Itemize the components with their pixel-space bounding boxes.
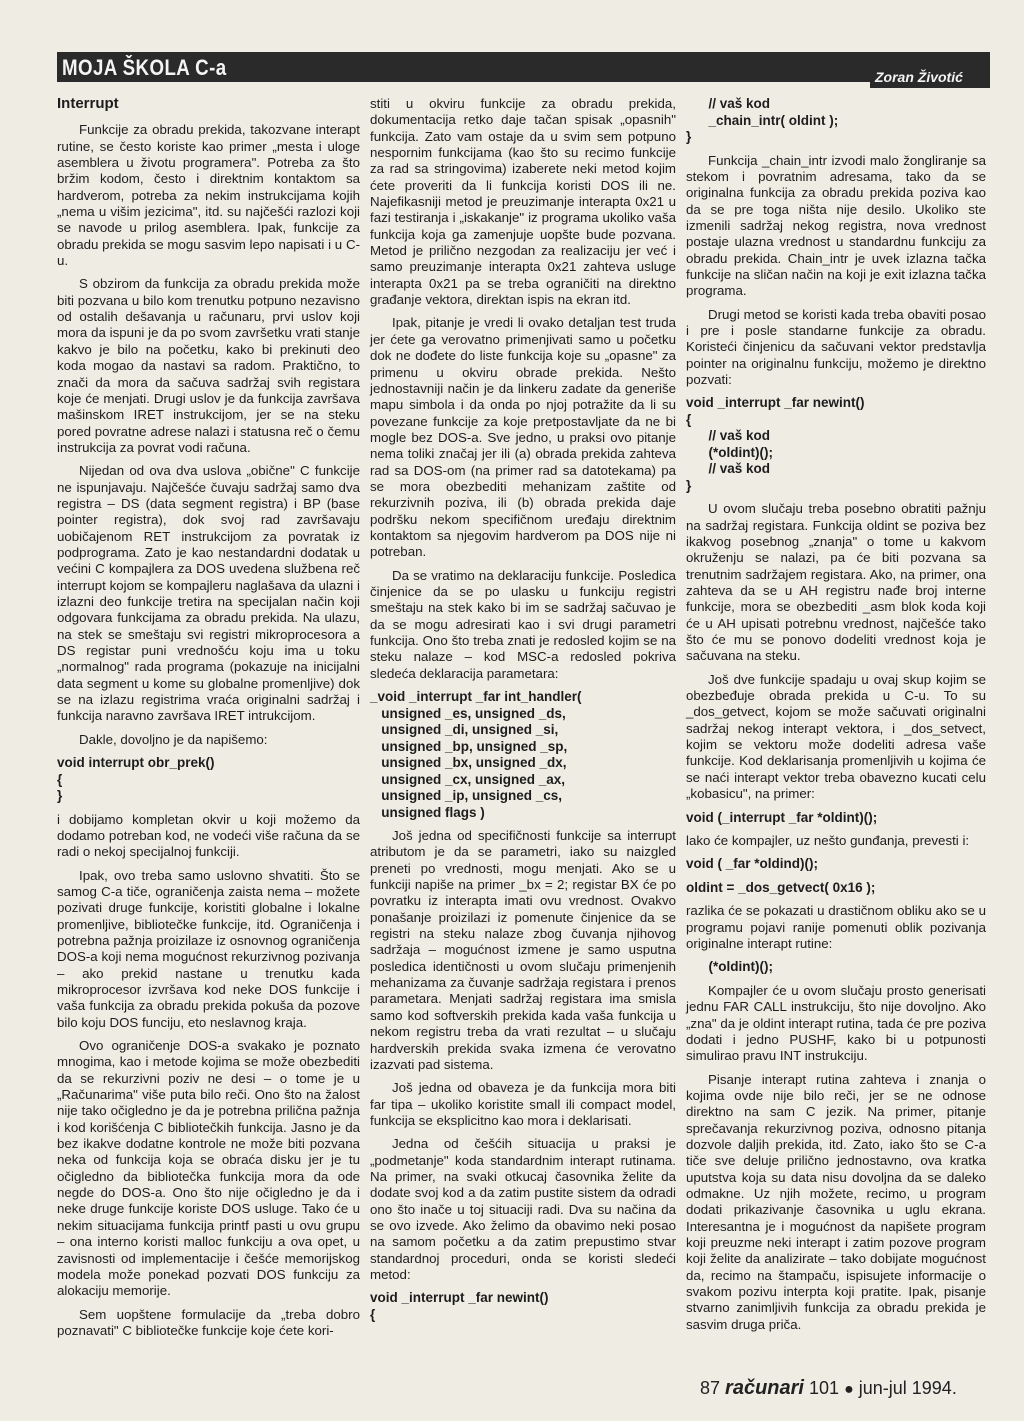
paragraph: Da se vratimo na deklaraciju funkcije. Posledica činjenice da se po ulasku u funkciju registri smeštaju na stek kako bi im se sadržaj sačuvao je da se mogu adresirati kao i svi drugi parametri funkcija. Ono što treba znati je redosled kojim se na steku nalaze – kod MSC-a redosled pokriva sledeća deklaracija parametara: <box>370 567 676 681</box>
code-block: void _interrupt _far newint() { // vaš kod (*oldint)(); // vaš kod } <box>686 395 865 493</box>
paragraph: i dobijamo kompletan okvir u koji možemo da dodamo potreban kod, ne vodeći više računa da se radi o nekoj specijalnoj funkciji. <box>57 811 360 860</box>
paragraph: S obzirom da funkcija za obradu prekida može biti pozvana u bilo kom trenutku potpuno nezavisno od ostalih dešavanja u računaru, prvi uslov koji mora da ispuni je da po svom završetku vrati stanje kakvo je bilo na početku, kako bi prekinuti deo koda mogao da nastavi sa radom. Praktično, to znači da mora da sačuva sadržaj svih registara koje će menjati. Drugi uslov je da funkcija završava mašinskom IRET instrukcijom, jer se na steku pored povratne adrese nalazi i statusna reč o čemu instrukcija za povrat vodi računa. <box>57 276 360 455</box>
paragraph: Funkcija _chain_intr izvodi malo žongliranje sa stekom i povratnim adresama, tako da se originalna funkcija za obradu prekida poziva kao da se pre toga ništa nije desilo. Ukoliko ste izmenili sadržaj nekog registra, nova vrednost postaje ulazna vrednost u standardnu funkciju za obradu prekida. Chain_intr je uvek izlazna tačka funkcije na sličan način na koji je exit izlazna tačka programa. <box>686 152 986 299</box>
section-title: MOJA ŠKOLA C-a <box>62 55 227 80</box>
bullet-separator: ● <box>844 1381 854 1398</box>
paragraph: Još dve funkcije spadaju u ovaj skup kojim se obezbeđuje obrada prekida u C-u. To su _dos_getvect, kojom se može sačuvati originalni sadržaj nekog interapt vektora, i _dos_setvect, kojim se vektoru može dodeliti adresa vaše funkcije. Kod deklarisanja promenljivih u kojima će se naći interapt vektor treba obavezno kucati celu „kobasicu", na primer: <box>686 671 986 802</box>
code-block: (*oldint)(); <box>686 959 773 975</box>
paragraph: Kompajler će u ovom slučaju prosto generisati jednu FAR CALL instrukciju, što nije dovoljno. Ako „zna" da je oldint interapt rutina, tada će pre poziva dodati i jedno PUSHF, kako bi u potpunosti simulirao pravu INT instrukciju. <box>686 982 986 1064</box>
column-2 <box>370 96 676 1330</box>
code-block: _void _interrupt _far int_handler( unsigned _es, unsigned _ds, unsigned _di, unsigned _si, unsigned _bp, unsigned _sp, unsigned _bx, unsigned _dx, unsigned _cx, unsigned _ax, unsigned _ip, unsigned _cs, unsigned flags ) <box>370 689 582 820</box>
paragraph: Sem uopštene formulacije da „treba dobro poznavati" C bibliotečke funkcije koje ćete kori- <box>57 1306 360 1338</box>
code-block: oldint = _dos_getvect( 0x16 ); <box>686 879 876 895</box>
code-block: // vaš kod _chain_intr( oldint ); } <box>686 96 839 144</box>
paragraph: Još jedna od obaveza je da funkcija mora biti far tipa – ukoliko koristite small ili compact model, funkcija se eksplicitno kao mora i deklarisati. <box>370 1080 676 1128</box>
magazine-logo: računari <box>725 1377 804 1399</box>
code-block: void interrupt obr_prek() { } <box>57 755 215 804</box>
issue-date: jun-jul 1994. <box>858 1378 957 1398</box>
paragraph: Još jedna od specifičnosti funkcije sa interrupt atributom je da se parametri, iako su naizgled preneti po vrednosti, mogu menjati. Ako se u funkciji napiše na primer _bx = 2; registar BX će po povratku iz interapta imati ovu vrednost. Ovakvo ponašanje proizilazi iz pomenute činjenice da se registri na steku nalaze zbog čuvanja njihovog sadržaja – mogućnost izmene je samo usputna posledica identičnosti u ovom slučaju primenjenih mehanizama za čuvanje sadržaja registara i prenos parametara. Menjati sadržaj registara ima smisla samo kod softverskih prekida kada vaša funkcija u nekom registru treba da vrati rezultat – u slučaju hardverskih prekida svaka izmena će verovatno izazvati pad sistema. <box>370 828 676 1072</box>
paragraph: Jedna od češćih situacija u praksi je „podmetanje" koda standardnim interapt rutinama. Na primer, na svaki otkucaj časovnika želite da dodate svoj kod a da zatim pustite sistem da odradi ono što inače u toj situaciji radi. Dva su načina da se ovo izvede. Ako želimo da obavimo neki posao na samom početku a da zatim prepustimo stvar standardnoj proceduri, onda se koristi sledeći metod: <box>370 1136 676 1282</box>
paragraph: U ovom slučaju treba posebno obratiti pažnju na sadržaj registara. Funkcija oldint se poziva bez ikakvog posebnog „znanja" o tome u kakvom okruženju se nalazi, pa će biti pozvana sa trenutnim sadržajem registara. Ako, na primer, ona zahteva da se u AH registru nađe broj interne funkcije, mora se obezbediti _asm blok koda koji će u AH upisati potrebnu vrednost, najčešće tako što će mu se ponovo dodeliti vrednost koja je sačuvana na steku. <box>686 501 986 664</box>
code-block: void ( _far *oldind)(); <box>686 856 818 872</box>
paragraph: Drugi metod se koristi kada treba obaviti posao i pre i posle standarne funkcije za obradu. Koristeći činjenicu da sačuvani vektor predstavlja pointer na originalnu funkciju, možemo je direktno pozvati: <box>686 306 986 387</box>
page-number: 87 <box>700 1378 721 1398</box>
paragraph: lako će kompajler, uz nešto gunđanja, prevesti i: <box>686 833 970 848</box>
author-name: Zoran Životić <box>875 69 963 85</box>
column-1 <box>57 96 360 1346</box>
code-block: void _interrupt _far newint() { <box>370 1290 549 1322</box>
paragraph: Dakle, dovoljno je da napišemo: <box>79 731 268 747</box>
page-footer <box>700 1376 990 1400</box>
paragraph: Ipak, ovo treba samo uslovno shvatiti. Što se samog C-a tiče, ograničenja zaista nema – možete pozivati druge funkcije, koristiti globalne i lokalne promenljive, bibliotečke funkcije, itd. Ograničenja i potrebna pažnja proizilaze iz osnovnog ograničenja DOS-a koji nema mogućnost rekurzivnog pozivanja – ako prekid nastane u trenutku kada mikroprocesor izvršava kod neke DOS funkcije i vaša funkcija za obradu prekida pokuša da pozove bilo koju DOS funciju, eto neslavnog kraja. <box>57 867 360 1030</box>
section-heading: Interrupt <box>57 95 119 112</box>
issue-number: 101 <box>809 1378 840 1398</box>
paragraph: razlika će se pokazati u drastičnom obliku ako se u programu pojavi ranije pomenuti oblik pozivanja originalne interapt rutine: <box>686 903 986 952</box>
column-3 <box>686 96 986 1340</box>
paragraph: Funkcije za obradu prekida, takozvane interapt rutine, se često koriste kao primer „mesta i uloge asemblera u životu programera". Potreba za što bržim kodom, često i direktnim kontaktom sa hardverom, potreba za nekim instrukcijama kojih „nema u višim jezicima", itd. su najčešći razlozi koji se navode u prilog asemblera. Ipak, funkcije za obradu prekida se mogu sasvim lepo napisati i u C-u. <box>57 122 360 269</box>
paragraph: Nijedan od ova dva uslova „obične" C funkcije ne ispunjavaju. Najčešće čuvaju sadržaj samo dva registra – DS (data segment registra) i BP (base pointer registra), dok svoj rad završavaju uobičajenom RET instrukcijom za povratak iz podprograma. Zato je kao nestandardni dodatak u većini C kompajlera za DOS uvedena službena reč interrupt kojom se kompajleru naglašava da ulazni i izlazni deo funkcije tretira na specijalan način koji odgovara funkcijama za obradu prekida. Na ulazu, na stek se smeštaju svi registri mikroprocesora a DS registar puni vrednošću koju ima u toku „normalnog" rada programa (pokazuje na inicijalni data segment u kome su globalne promenljive) dok se na izlazu registrima vraća originalni sadržaj i funkcija naravno završava IRET intrukcijom. <box>57 463 360 724</box>
paragraph: Ipak, pitanje je vredi li ovako detaljan test truda jer ćete ga verovatno primenjivati samo u početku dok ne dođete do liste funkcija koje su „opasne" za primenu u okviru obrade prekida. Nešto jednostavniji način je da linkeru zadate da generiše mapu simbola i da onda po njoj potražite da li su povezane funkcije za koje pretpostavljate da ne bi mogle bez DOS-a. Sve jedno, u praksi ovo pitanje nema toliki značaj jer ili (a) obrada prekida zahteva rad sa DOS-om (na primer rad sa datotekama) pa se mora obezbediti mehanizam zaštite od rekurzivnih poziva, ili (b) obrada prekida daje podršku nekom specifičnom uređaju direktnim kontaktom sa njegovim hardverom pa DOS nije ni potreban. <box>370 315 676 560</box>
paragraph: stiti u okviru funkcije za obradu prekida, dokumentacija retko daje tačan spisak „opasnih" funkcija. Zato vam ostaje da u svim sem potpuno nespornim funkcijama (kao što su recimo funkcije za rad sa stringovima) izaberete neki metod kojim ćete proveriti da li funkcija koristi DOS ili ne. Najefikasniji metod je preuzimanje interapta 0x21 u fazi testiranja i „iskakanje" iz programa ukoliko vaša funkcija koja ga zamenjuje uopšte bude pozvana. Metod je prilično nezgodan za realizaciju jer već i samo preuzimanje interapta 0x21 zahteva usluge interapta 0x21 pa se treba ograničiti na direktno građanje vektora, direktan ispis na ekran itd. <box>370 96 676 308</box>
code-block: void (_interrupt _far *oldint)(); <box>686 809 878 825</box>
paragraph: Pisanje interapt rutina zahteva i znanja o kojima ovde nije bilo reči, jer se ne odnose direktno na sam C jezik. Na primer, pitanje sprečavanja rekurzivnog poziva, odnosno pitanja dozvole daljih prekida, itd. Zato, iako što se C-a tiče sve deluje prilično jednostavno, ova kratka uputstva koja su data nisu dovoljna da se daleko odmakne. Uz njih možete, recimo, u program dodati prikazivanje časovnika u uglu ekrana. Interesantna je i mogućnost da napišete program koji preuzme neki interapt i zatim pozove program koji želite da analizirate – tako dobijate mogućnost da, recimo na štampaču, ispisujete informacije o svakom pozivu interpta koji pratite. Ipak, pisanje stvarno zanimljivih funkcija za obradu prekida je sasvim druga priča. <box>686 1071 986 1332</box>
paragraph: Ovo ograničenje DOS-a svakako je poznato mnogima, kao i metode kojima se može obezbediti da se rekurzivni poziv ne desi – o tome je u „Računarima" više puta bilo reči. Ono što na žalost nije tako očigledno je da je potrebna prilična pažnja i kod korišćenja C bibliotečkih funkcija. Jasno je da bez ikakve dodatne kontrole ne može biti pozvana neka od funkcija koja se obraća disku jer je tu očigledno da bibliotečka funkcija mora da ode negde do DOS-a. Ono što nije očigledno je da i neke druge funkcije koriste DOS usluge. Tako će u nekim situacijama funkcija printf pasti u ovu grupu – ona interno koristi malloc funkciju a ova opet, u zavisnosti od implementacije i češće memorijskog modela može ponekad pozvati DOS funkciju za alokaciju memorije. <box>57 1038 360 1299</box>
